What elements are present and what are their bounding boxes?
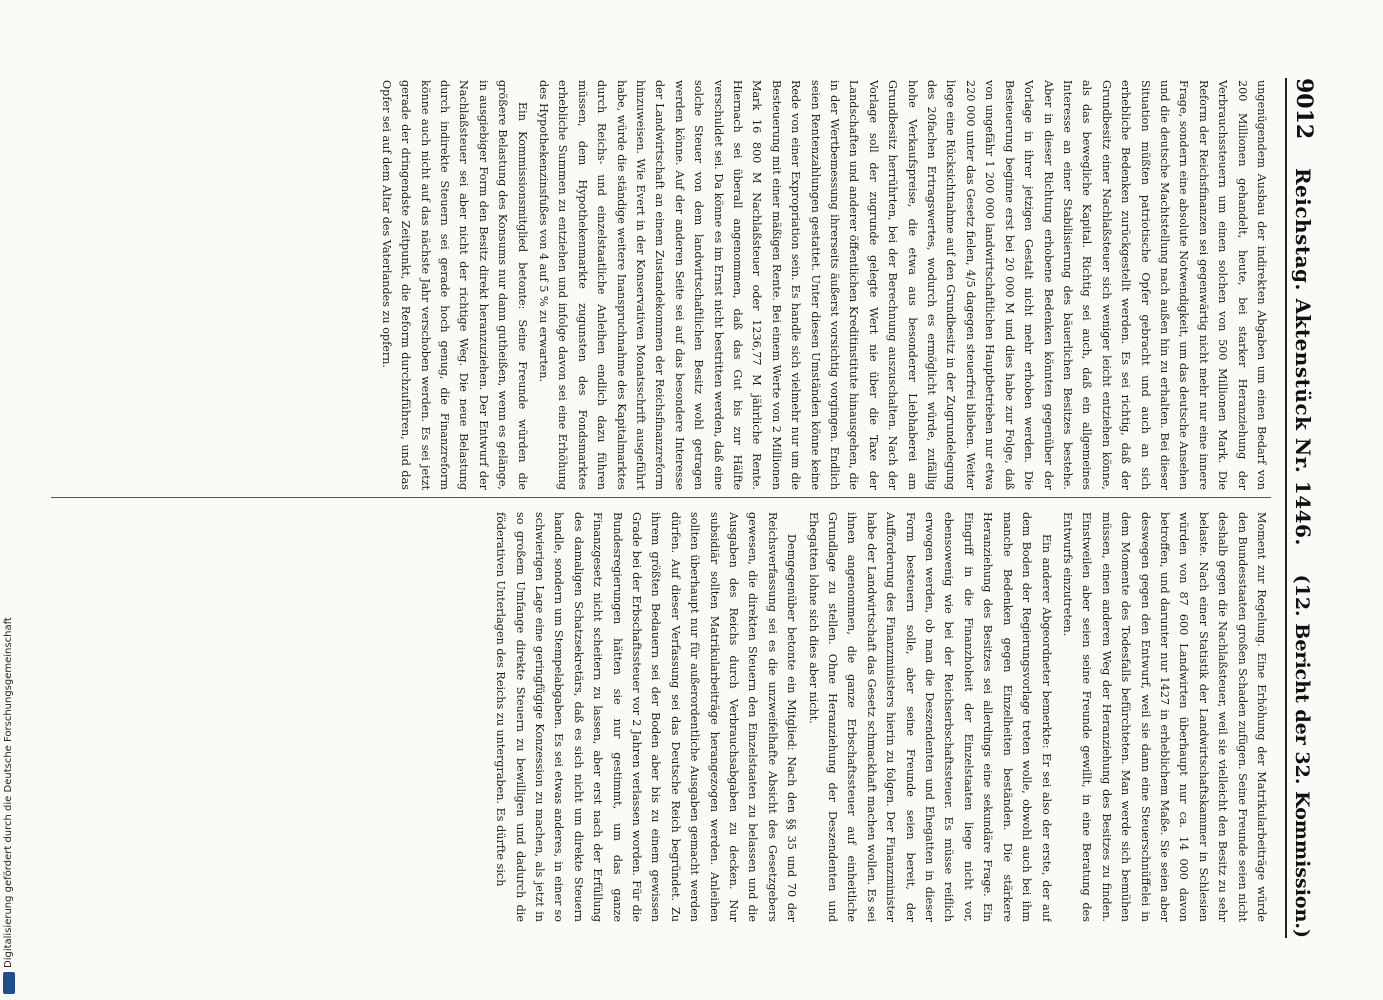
page-subtitle: (12. Bericht der 32. Kommission.) bbox=[1291, 574, 1313, 938]
page-header bbox=[1285, 78, 1321, 938]
paragraph: Ein Kommissionsmitglied betonte: Seine Freunde würden die größere Belastung des Konsums nur dann gutheißen, wenn es gelänge, in ausgiebiger Form den Besitz direkt heranzuziehen. Der Entwurf der Nachlaßsteuer sei aber nicht der richtige Weg. Die neue Belastung durch indirekte Steuern sei gerade hoch genug, die Finanzreform könne auch nicht auf das nächste Jahr verschoben werden. Es sei jetzt gerade der dringendste Zeitpunkt, die Reform durchzuführen, und das Opfer sei auf dem Altar des Vaterlandes zu opfern. bbox=[379, 80, 529, 490]
dfg-logo-icon bbox=[3, 972, 15, 994]
left-text-column bbox=[46, 80, 1271, 490]
column-divider bbox=[51, 497, 1271, 498]
page-number: 9012 bbox=[1291, 78, 1317, 140]
right-text-column bbox=[46, 512, 1271, 922]
credit-text: Digitalisierung gefördert durch die Deutsche Forschungsgemeinschaft bbox=[3, 617, 14, 968]
paragraph: Ein anderer Abgeordneter bemerkte: Er sei also der erste, der auf dem Boden der Regierungsvorlage treten wolle, obwohl auch bei ihm manche Bedenken gegen Einzelheiten beständen. Die stärkere Heranziehung des Besitzes sei allerdings eine sekundäre Frage. Ein Eingriff in die Finanzhoheit der Einzelstaaten liege nicht vor, ebensowenig wie bei der Reichserbschaftssteuer. Es müsse reiflich erwogen werden, ob man die Deszendenten und Ehegatten in dieser Form besteuern solle, aber seine Freunde seien bereit, der Aufforderung des Finanzministers hierin zu folgen. Der Finanzminister habe der Landwirtschaft das Gesetz schmackhaft machen wollen. Es sei ihnen angenommen, die ganze Erbschaftssteuer auf einheitliche Grundlage zu stellen. Ohne Heranziehung der Deszendenten und Ehegatten lohne sich dies aber nicht. bbox=[806, 512, 1053, 922]
page-title: Reichstag. Aktenstück Nr. 1446. bbox=[1291, 167, 1315, 546]
paragraph: Moment zur Regelung. Eine Erhöhung der Matrikularbeiträge würde den Bundesstaaten großen Schaden zufügen. Seine Freunde seien nicht deshalb gegen die Nachlaßsteuer, weil sie vielleicht den Besitz zu sehr belaste. Nach einer Statistik der Landwirtschaftskammer in Schlesien würden von 87 600 Landwirten überhaupt nur ca. 14 000 davon betroffen, und darunter nur 1427 in erheblichem Maße. Sie seien aber deswegen gegen den Entwurf, weil sie dann eine Steuerschnüffelei in dem Momente des Todesfalls befürchteten. Man werde sich bemühen müssen, einen anderen Weg der Heranziehung des Besitzes zu finden. Einstweilen aber seien seine Freunde gewillt, in eine Beratung des Entwurfs einzutreten. bbox=[1060, 512, 1268, 922]
paragraph: ungenügendem Ausbau der indirekten Abgaben um einen Bedarf von 200 Millionen gehandelt, heute, bei starker Heranziehung der Verbrauchssteuern um einen solchen von 500 Millionen Mark. Die Reform der Reichsfinanzen sei gegenwärtig nicht mehr nur eine innere Frage, sondern eine absolute Notwendigkeit, um das deutsche Ansehen und die deutsche Machtstellung nach außen hin zu erhalten. Bei dieser Situation müßten patriotische Opfer gebracht und auch an sich erhebliche Bedenken zurückgestellt werden. Es sei richtig, daß der Grundbesitz einer Nachlaßsteuer sich weniger leicht entziehen könne, als das bewegliche Kapital. Richtig sei auch, daß ein allgemeines Interesse an einer Stabilisierung des bäuerlichen Besitzes bestehe. Aber in dieser Richtung erhobene Bedenken könnten gegenüber der Vorlage in ihrer jetzigen Gestalt nicht mehr erhoben werden. Die Besteuerung beginne erst bei 20 000 M und dies habe zur Folge, daß von ungefähr 1 200 000 landwirtschaftlichen Hauptbetrieben nur etwa 220 000 unter das Gesetz fielen, 4/5 dagegen steuerfrei blieben. Weiter liege eine Rücksichtnahme auf den Grundbesitz in der Zugrundelegung des 20fachen Ertragswertes, wodurch es ermöglicht würde, zufällig hohe Verkaufspreise, die etwa aus besonderer Liebhaberei am Grundbesitz herrührten, bei der Berechnung auszuschalten. Nach der Vorlage soll der zugrunde gelegte Wert nie über die Taxe der Landschaften und anderer öffentlichen Kreditinstitute hinausgehen, die in der Wertbemessung ihrerseits äußerst vorsichtig vorgingen. Endlich seien Rentenzahlungen gestattet. Unter diesen Umständen könne keine Rede von einer Expropriation sein. Es handle sich vielmehr nur um die Besteuerung mit einer mäßigen Rente. Bei einem Werte von 2 Millionen Mark 16 800 M Nachlaßsteuer oder 1236,77 M jährliche Rente. Hiernach sei überall angenommen, daß das Gut bis zur Hälfte verschuldet sei. Da könne es im Ernst nicht bestritten werden, daß eine solche Steuer von dem landwirtschaftlichen Besitz wohl getragen werden könne. Auf der anderen Seite sei auf das besondere Interesse der Landwirtschaft an einem Zustandekommen der Reichsfinanzreform hinzuweisen. Wie Evert in der Konservativen Monatsschrift ausgeführt habe, würde die ständige weitere Inanspruchnahme des Kapitalmarktes durch Reichs- und einzelstaatliche Anleihen endlich dazu führen müssen, dem Hypothekenmarkte zugunsten des Fondsmarktes erhebliche Summen zu entziehen und infolge davon sei eine Erhöhung des Hypothekenzinsfußes von 4 auf 5 % zu erwarten. bbox=[536, 80, 1268, 490]
digitization-credit bbox=[2, 598, 16, 998]
paragraph: Demgegenüber betonte ein Mitglied: Nach den §§ 35 und 70 der Reichsverfassung sei es die unzweifelhafte Absicht des Gesetzgebers gewesen, die direkten Steuern den Einzelstaaten zu belassen und die Ausgaben des Reichs durch Verbrauchsabgaben zu decken. Nur subsidiär sollten Matrikularbeiträge herangezogen werden. Anleihen sollten überhaupt nur für außerordentliche Ausgaben gemacht werden dürfen. Auf dieser Verfassung sei das Deutsche Reich begründet. Zu ihrem größten Bedauern sei der Boden aber bis zu einem gewissen Grade bei der Erbschaftssteuer vor 2 Jahren verlassen worden. Für die Bundesregierungen hätten sie nur gestimmt, um das ganze Finanzgesetz nicht scheitern zu lassen, aber erst nach der Erfüllung des damaligen Schatzsekretärs, daß es sich nicht um direkte Steuern handle, sondern um Stempelabgaben. Es sei etwas anderes, in einer so schwierigen Lage eine geringfügige Konzession zu machen, als jetzt in so großem Umfange direkte Steuern zu bewilligen und dadurch die föderativen Unterlagen des Reichs zu untergraben. Es dürfte sich bbox=[494, 512, 799, 922]
